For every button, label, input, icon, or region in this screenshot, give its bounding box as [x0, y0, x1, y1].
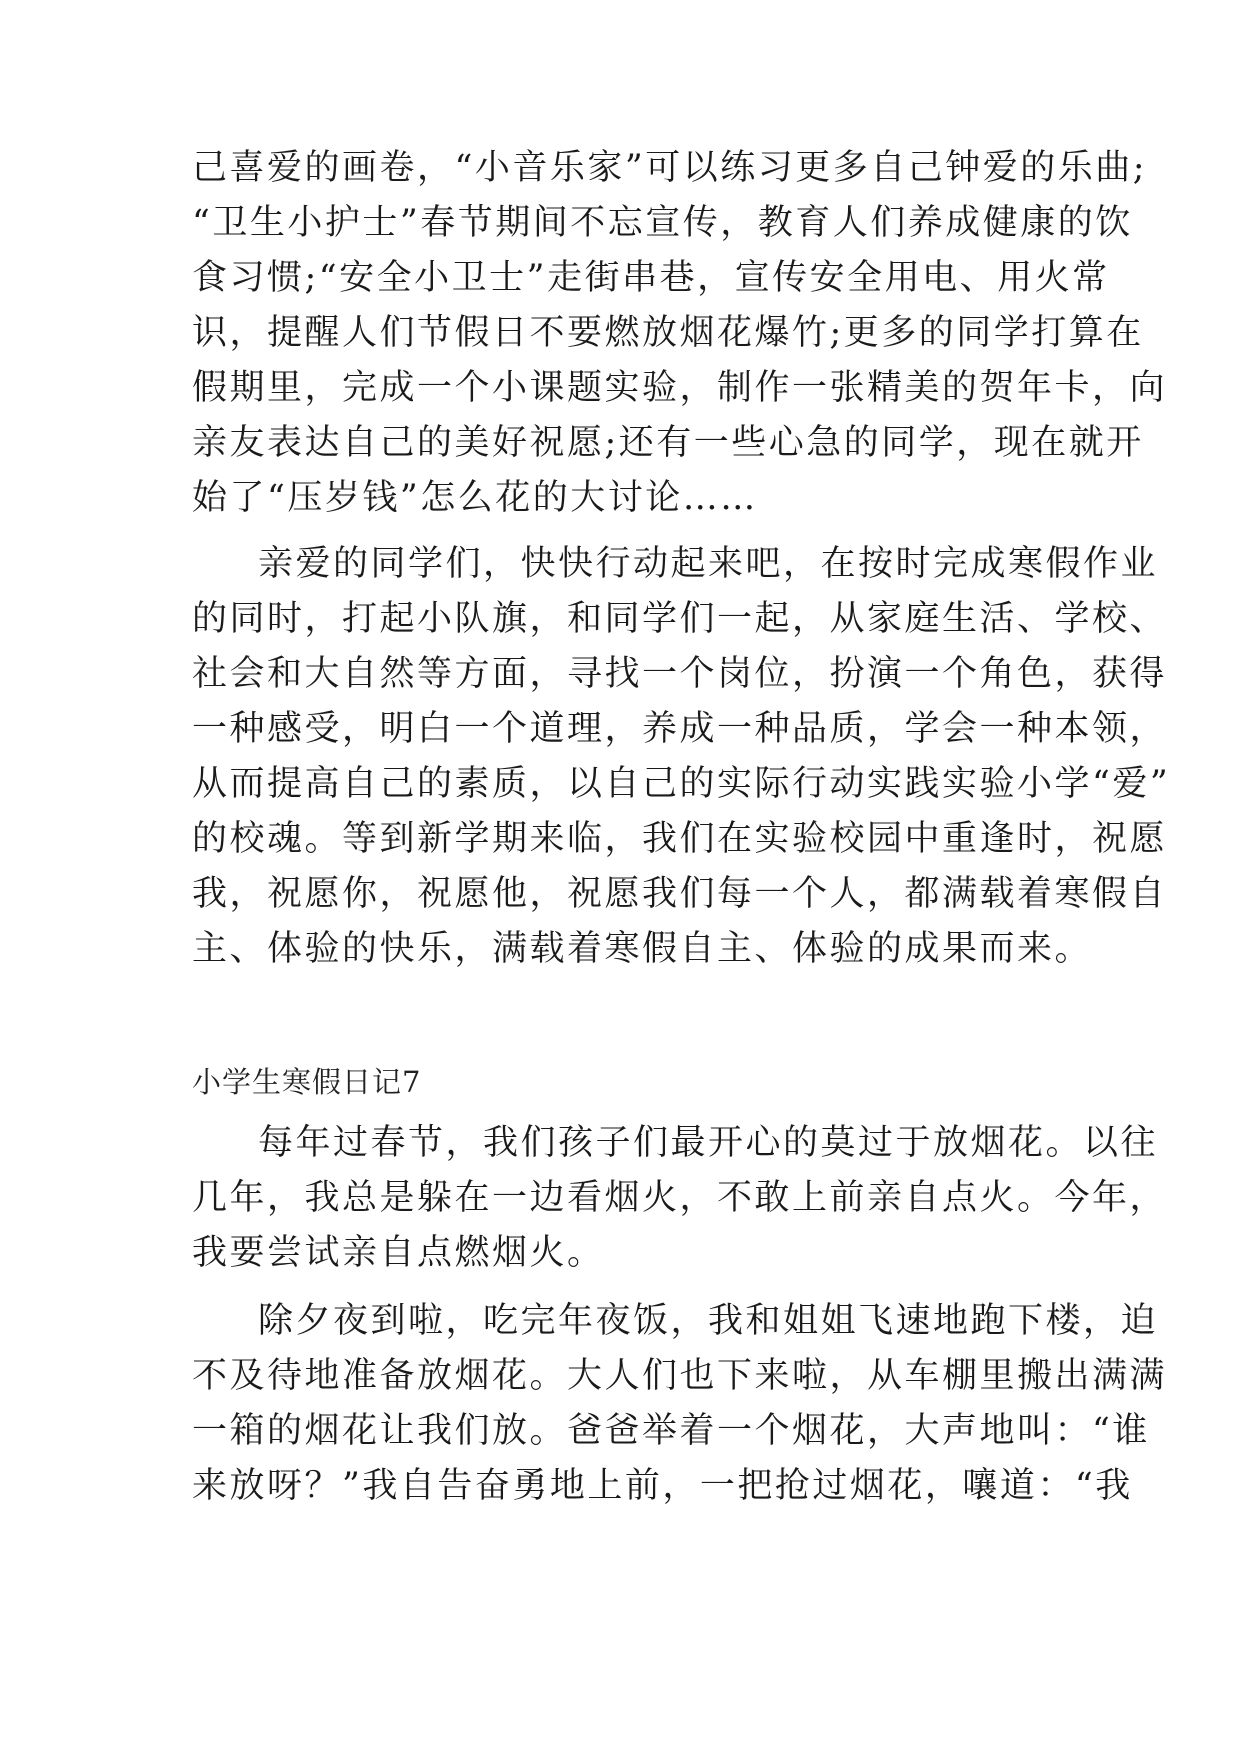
paragraph-first-line: 每年过春节，我们孩子们最开心的莫过于放烟花。以往 — [258, 1123, 1159, 1163]
text-line: 的同时，打起小队旗，和同学们一起，从家庭生活、学校、 — [192, 599, 1168, 639]
section-heading: 小学生寒假日记7 — [192, 1065, 422, 1099]
text-line: 几年，我总是躲在一边看烟火，不敢上前亲自点火。今年， — [192, 1178, 1168, 1218]
text-line: 主、体验的快乐，满载着寒假自主、体验的成果而来。 — [192, 929, 1093, 969]
text-line: 己喜爱的画卷，“小音乐家”可以练习更多自己钟爱的乐曲; — [192, 148, 1148, 188]
text-line: 一箱的烟花让我们放。爸爸举着一个烟花，大声地叫：“谁 — [192, 1411, 1150, 1451]
text-line: 从而提高自己的素质，以自己的实际行动实践实验小学“爱” — [192, 764, 1171, 804]
text-line: 假期里，完成一个小课题实验，制作一张精美的贺年卡，向 — [192, 368, 1168, 408]
text-line: 不及待地准备放烟花。大人们也下来啦，从车棚里搬出满满 — [192, 1356, 1168, 1396]
paragraph-first-line: 除夕夜到啦，吃完年夜饭，我和姐姐飞速地跑下楼，迫 — [258, 1301, 1159, 1341]
text-line: 我要尝试亲自点燃烟火。 — [192, 1233, 605, 1273]
text-line: 我，祝愿你，祝愿他，祝愿我们每一个人，都满载着寒假自 — [192, 874, 1168, 914]
text-line: 来放呀？”我自告奋勇地上前，一把抢过烟花，嚷道：“我 — [192, 1466, 1133, 1506]
text-line: 识，提醒人们节假日不要燃放烟花爆竹;更多的同学打算在 — [192, 313, 1144, 353]
text-line: 社会和大自然等方面，寻找一个岗位，扮演一个角色，获得 — [192, 654, 1168, 694]
text-line: 始了“压岁钱”怎么花的大讨论…… — [192, 478, 758, 518]
text-line: 一种感受，明白一个道理，养成一种品质，学会一种本领， — [192, 709, 1168, 749]
text-line: “卫生小护士”春节期间不忘宣传，教育人们养成健康的饮 — [192, 203, 1133, 243]
text-line: 食习惯;“安全小卫士”走街串巷，宣传安全用电、用火常 — [192, 258, 1110, 298]
text-line: 亲友表达自己的美好祝愿;还有一些心急的同学，现在就开 — [192, 423, 1144, 463]
text-line: 的校魂。等到新学期来临，我们在实验校园中重逢时，祝愿 — [192, 819, 1168, 859]
paragraph-first-line: 亲爱的同学们，快快行动起来吧，在按时完成寒假作业 — [258, 544, 1159, 584]
